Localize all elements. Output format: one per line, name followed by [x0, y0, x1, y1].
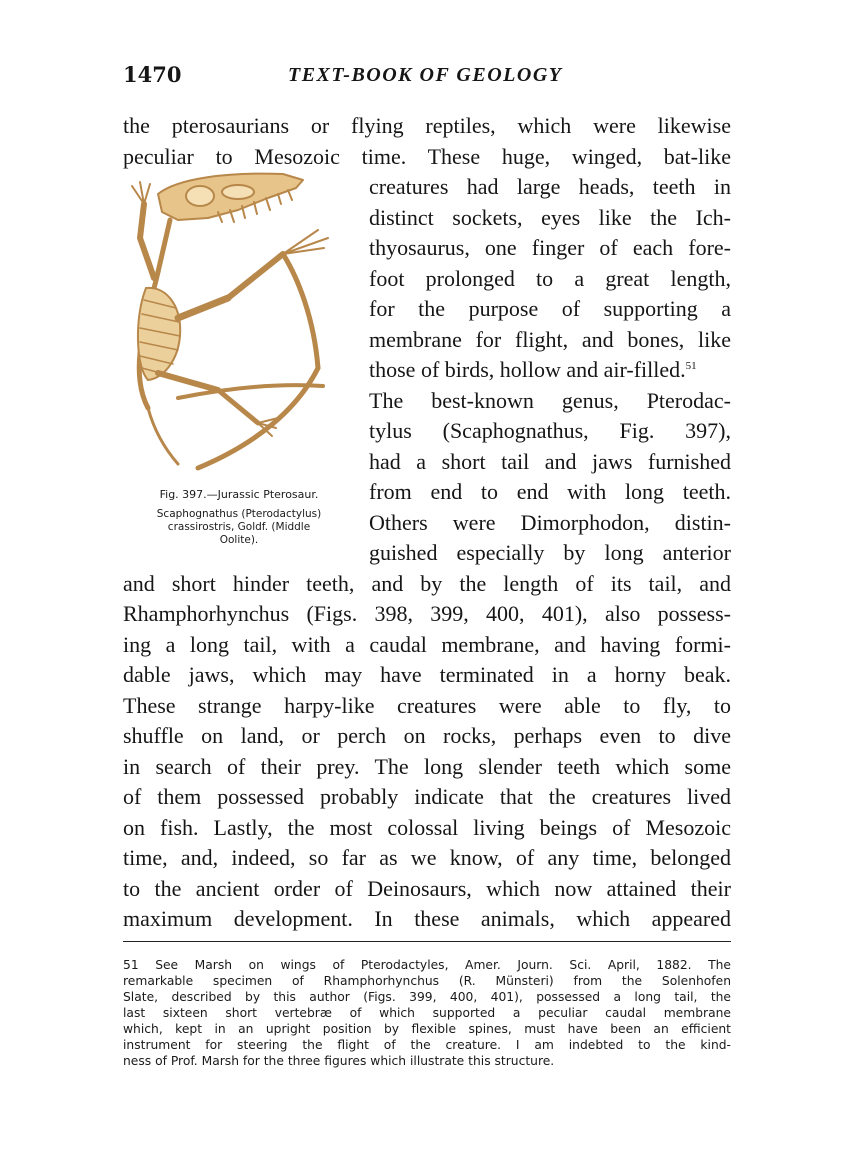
text-line: foot prolonged to a great length,	[369, 266, 731, 291]
eye-socket	[186, 186, 214, 206]
text-line: guished especially by long anterior	[369, 540, 731, 565]
text-line: Others were Dimorphodon, distin-	[369, 510, 731, 535]
left-wing-fingers	[132, 182, 150, 204]
wing-finger-long	[283, 254, 318, 368]
text-line: These strange harpy-like creatures were able to fly, to	[123, 693, 731, 718]
footnote-reference[interactable]: 51	[685, 360, 697, 372]
footnote-line: 51 See Marsh on wings of Pterodactyles, Amer. Journ. Sci. April, 1882. The	[123, 958, 731, 972]
text-line: of them possessed probably indicate that the creatures lived	[123, 784, 731, 809]
tibia	[218, 390, 258, 423]
running-title: TEXT-BOOK OF GEOLOGY	[288, 64, 563, 86]
footnote-divider	[123, 941, 731, 942]
skeleton-drawing	[132, 174, 328, 468]
page-number: 1470	[123, 62, 182, 87]
text-line: Rhamphorhynchus (Figs. 398, 399, 400, 401), also possess-	[123, 601, 731, 626]
text-line: time, and, indeed, so far as we know, of any time, belonged	[123, 845, 731, 870]
caption-line: Scaphognathus (Pterodactylus)	[156, 508, 322, 520]
right-wing-forearm	[228, 254, 283, 298]
text-line: to the ancient order of Deinosaurs, which now attained their	[123, 876, 731, 901]
right-wing-humerus	[178, 298, 228, 318]
text-line: in search of their prey. The long slender teeth which some	[123, 754, 731, 779]
caption-line: Oolite).	[219, 534, 259, 546]
text-line: on fish. Lastly, the most colossal living beings of Mesozoic	[123, 815, 731, 840]
text-line: for the purpose of supporting a	[369, 296, 731, 321]
caption-line: crassirostris, Goldf. (Middle	[167, 521, 311, 533]
femur	[158, 373, 218, 390]
footnote-line: instrument for steering the flight of the creature. I am indebted to the kind-	[123, 1038, 731, 1052]
ribcage	[138, 288, 180, 380]
text-line: dable jaws, which may have terminated in a horny beak.	[123, 662, 731, 687]
text-line: ing a long tail, with a caudal membrane, and having formi-	[123, 632, 731, 657]
text-line: maximum development. In these animals, which appeared	[123, 906, 731, 931]
text-line: shuffle on land, or perch on rocks, perhaps even to dive	[123, 723, 731, 748]
text-line	[369, 357, 731, 383]
text-line: membrane for flight, and bones, like	[369, 327, 731, 352]
footnote-line: ness of Prof. Marsh for the three figures which illustrate this structure.	[123, 1054, 555, 1068]
text-line: the pterosaurians or flying reptiles, which were likewise	[123, 113, 731, 138]
footnote-line: last sixteen short vertebræ of which supported a peculiar caudal membrane	[123, 1006, 731, 1020]
footnote-line: Slate, described by this author (Figs. 399, 400, 401), possessed a long tail, the	[123, 990, 731, 1004]
text-line: and short hinder teeth, and by the length of its tail, and	[123, 571, 731, 596]
text-line: thyosaurus, one finger of each fore-	[369, 235, 731, 260]
figure-caption	[118, 508, 360, 547]
right-wing-fingers	[283, 230, 328, 254]
text-line: from end to end with long teeth.	[369, 479, 731, 504]
tail	[148, 408, 178, 464]
text-line: tylus (Scaphognathus, Fig. 397),	[369, 418, 731, 443]
text-line: had a short tail and jaws furnished	[369, 449, 731, 474]
footnote-line: remarkable specimen of Rhamphorhynchus (R. Münsteri) from the Solenhofen	[123, 974, 731, 988]
text-line: The best-known genus, Pterodac-	[369, 388, 731, 413]
text-line: peculiar to Mesozoic time. These huge, winged, bat-like	[123, 144, 731, 169]
pterosaur-skeleton-illustration	[118, 168, 366, 480]
neck	[158, 220, 170, 272]
left-wing-bone	[140, 204, 154, 278]
figure-caption-title: Fig. 397.—Jurassic Pterosaur.	[159, 488, 319, 501]
skull-opening	[222, 185, 254, 199]
text-line: creatures had large heads, teeth in	[369, 174, 731, 199]
footnote-line: which, kept in an upright position by flexible spines, must have been an efficient	[123, 1022, 731, 1036]
lower-wing-bone	[198, 368, 318, 468]
text-line: distinct sockets, eyes like the Ich-	[369, 205, 731, 230]
text-fragment: those of birds, hollow and air-filled.	[369, 357, 686, 382]
